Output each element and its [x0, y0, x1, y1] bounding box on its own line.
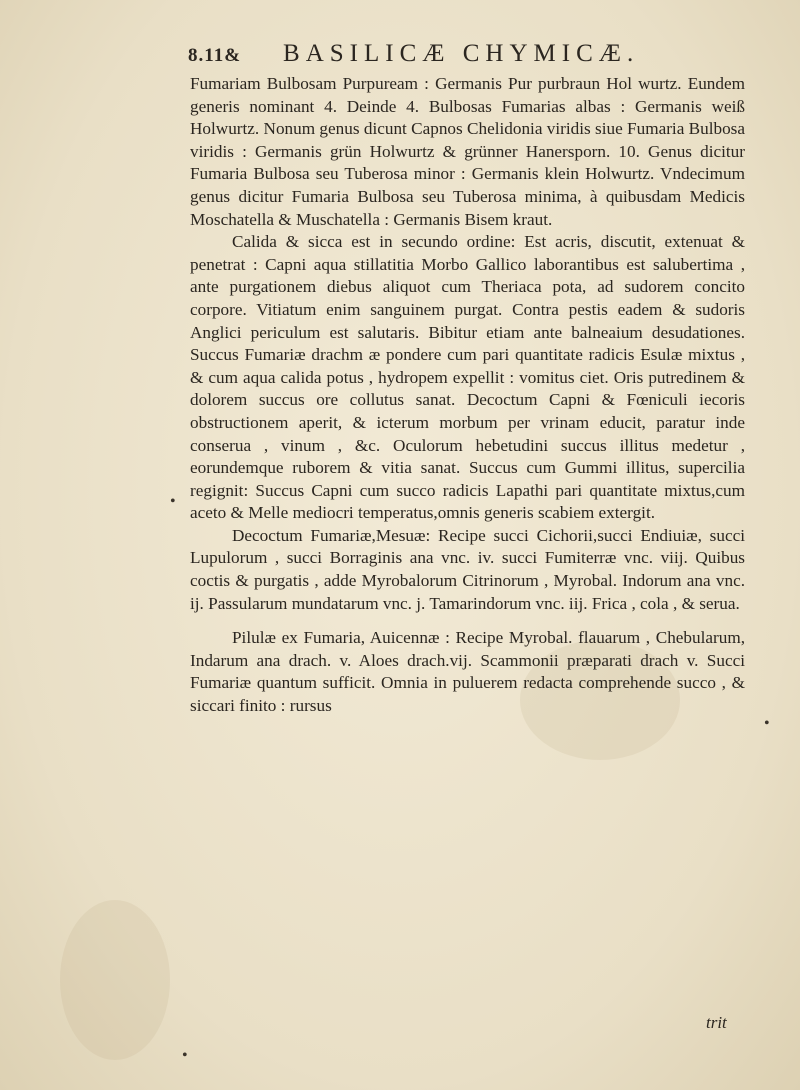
paragraph-fumaria-species: Fumariam Bulbosam Purpuream : Germanis Pur purbraun Hol wurtz. Eundem generis nominant 4. Deinde 4. Bulbosas Fumarias albas : Germanis weiß Holwurtz. Nonum genus dicunt Capnos Chelidonia viridis siue Fumaria Bulbosa viridis : Germanis grün Holwurtz & grünner Hanersporn. 10. Genus dicitur Fumaria Bulbosa seu Tuberosa minor : Germanis klein Holwurtz. Vndecimum genus dicitur Fumaria Bulbosa seu Tuberosa minima, à quibusdam Medicis Moschatella & Muschatella : Germanis Bisem kraut.	[190, 74, 745, 229]
paragraph-pilulae: Pilulæ ex Fumaria, Auicennæ : Recipe Myrobal. flauarum , Chebularum, Indarum ana drach. v. Aloes drach.vij. Scammonii præparati drach v. Succi Fumariæ quantum sufficit. Omnia in puluerem redacta comprehende succo , & siccari finito : rursus	[190, 628, 745, 716]
paper-stain	[60, 900, 170, 1060]
margin-mark: •	[764, 715, 770, 732]
folio-number: 8.11&	[188, 45, 242, 66]
body-text	[190, 73, 745, 718]
paragraph-virtues: Calida & sicca est in secundo ordine: Est acris, discutit, extenuat & penetrat : Capni aqua stillatitia Morbo Gallico laborantibus est salubertima , ante purgationem diebus aliquot cum Theriaca pota, ad sudorem concito corpore. Vitiatum enim sanguinem purgat. Contra pestis eadem & sudoris Anglici periculum est salutaris. Bibitur etiam ante balneaium desudationes. Succus Fumariæ drachm æ pondere cum pari quantitate radicis Esulæ mixtus , & cum aqua calida potus , hydropem expellit : vomitus ciet. Oris putredinem & dolorem succus ore collutus sanat. Decoctum Capni & Fœniculi iecoris obstructionem aperit, & icterum morbum per vrinam educit, paratur inde conserua , vinum , &c. Oculorum hebetudini succus illitus medetur , eorundemque ruborem & vitia sanat. Succus cum Gummi illitus, supercilia regignit: Succus Capni cum succo radicis Lapathi pari quantitate mixtus,cum aceto & Melle mediocri temperatus,omnis generis scabiem extergit.	[190, 232, 745, 523]
margin-mark: •	[170, 493, 176, 510]
catchword: trit	[706, 1013, 727, 1032]
running-title: BASILICÆ CHYMICÆ.	[283, 40, 640, 67]
paragraph-decoctum: Decoctum Fumariæ,Mesuæ: Recipe succi Cichorii,succi Endiuiæ, succi Lupulorum , succi Borraginis ana vnc. iv. succi Fumiterræ vnc. viij. Quibus coctis & purgatis , adde Myrobalorum Citrinorum , Myrobal. Indorum ana vnc. ij. Passularum mundatarum vnc. j. Tamarindorum vnc. iij. Frica , cola , & serua.	[190, 525, 745, 613]
page-header	[188, 40, 748, 68]
margin-mark: •	[182, 1047, 188, 1064]
